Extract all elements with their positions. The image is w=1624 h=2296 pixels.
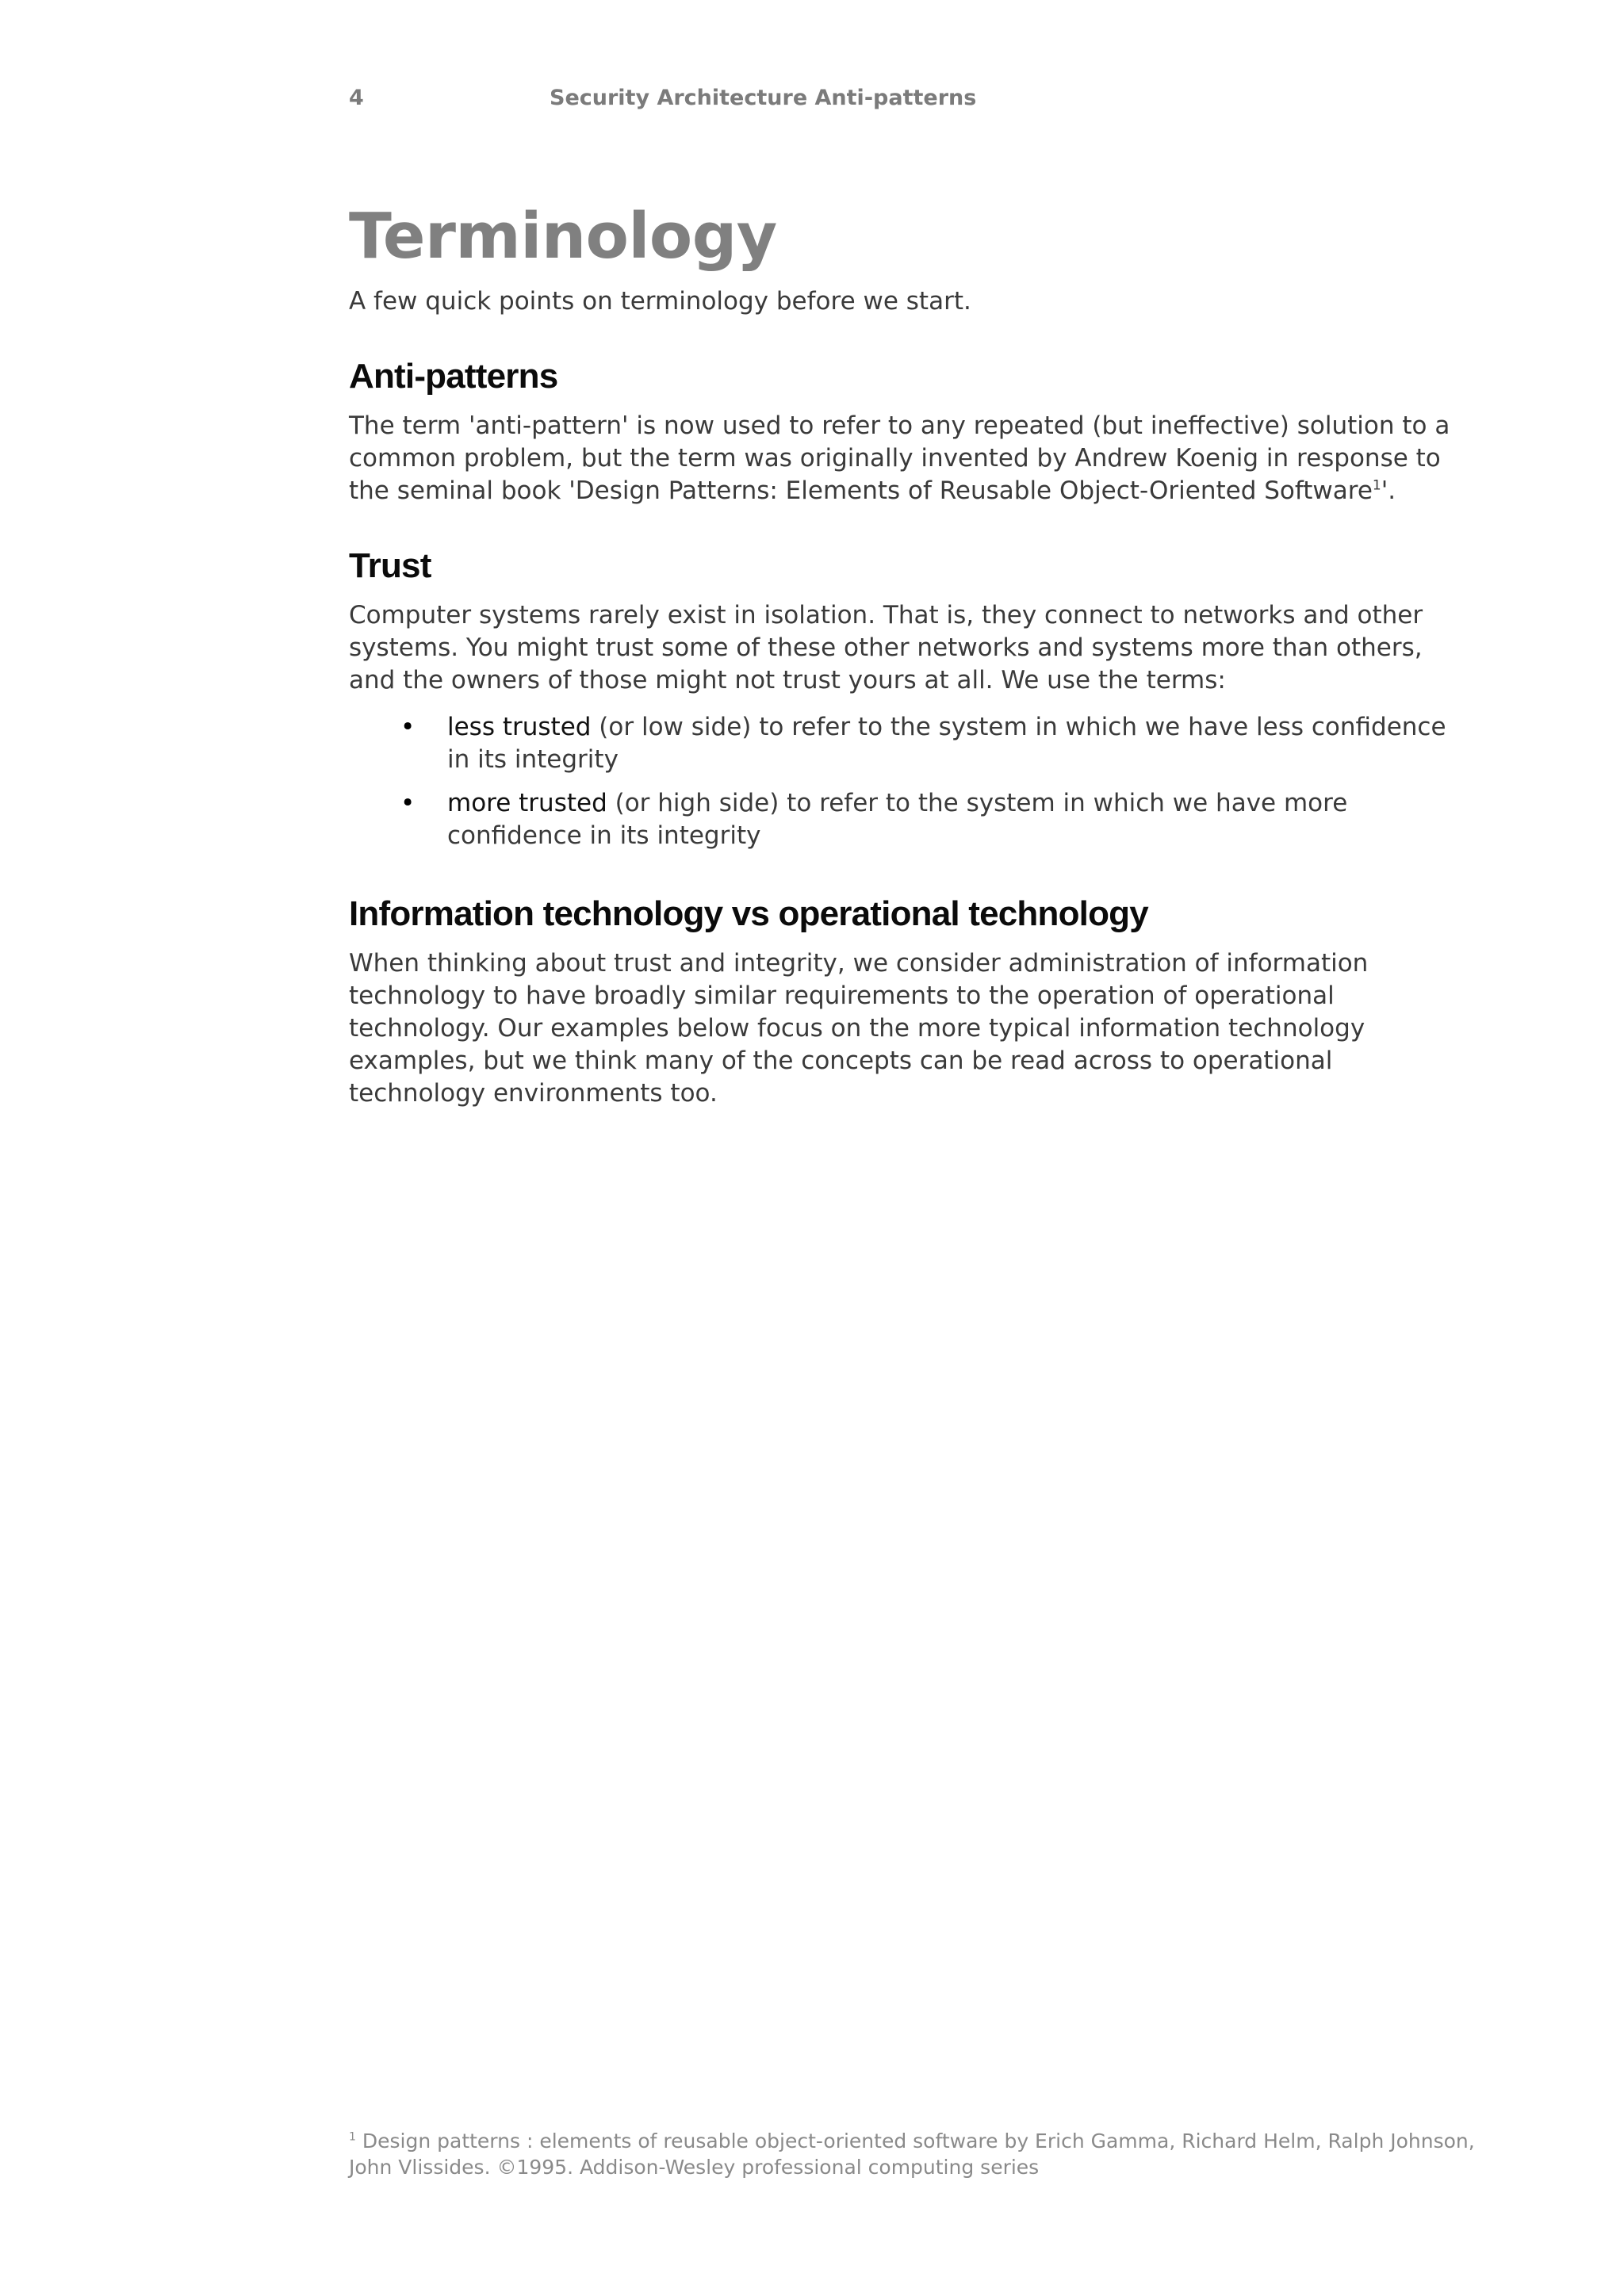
anti-patterns-text: The term 'anti-pattern' is now used to refer to any repeated (but ineffective) solution to a common problem, but the term was originally invented by Andrew Koenig in response to the seminal book 'Design Patterns: Elements of Reusable Object-Oriented Software [349,411,1450,505]
anti-patterns-text-end: '. [1381,476,1396,505]
section-heading-trust: Trust [349,546,431,585]
footnote-marker: 1 [349,2130,356,2144]
trust-paragraph: Computer systems rarely exist in isolation. That is, they connect to networks and other systems. You might trust some of these other networks and systems more than others, and the owners of those might not trust yours at all. We use the terms: [349,601,1423,695]
term-more-trusted: more trusted [447,789,607,817]
list-item [349,711,1475,776]
bullet-icon: • [400,713,416,741]
section-heading-it-vs-ot: Information technology vs operational technology [349,894,1148,933]
bullet-icon: • [400,789,416,817]
main-content [349,197,1475,1110]
footnote-text: Design patterns : elements of reusable object-oriented software by Erich Gamma, Richard Helm, Ralph Johnson, John Vlissides. ©1995. Addison-Wesley professional computing series [349,2130,1475,2179]
running-header [349,86,1475,117]
chapter-title: Terminology [349,200,777,273]
footnote [349,2128,1475,2180]
it-vs-ot-paragraph: When thinking about trust and integrity, we consider administration of information technology to have broadly similar requirements to the operation of operational technology. Our examples below focus on the more typical information technology examples, but we think many of the concepts can be read across to operational technology environments too. [349,949,1369,1108]
term-description: (or high side) to refer to the system in which we have more confidence in its integrity [447,789,1348,850]
list-item [349,787,1475,852]
term-description: (or low side) to refer to the system in which we have less confidence in its integrity [447,713,1446,774]
chapter-intro: A few quick points on terminology before we start. [349,287,971,316]
running-title: Security Architecture Anti-patterns [550,86,977,110]
anti-patterns-paragraph [349,410,1475,507]
trust-terms-list [349,711,1475,852]
footnote-reference: 1 [1372,477,1381,494]
section-heading-anti-patterns: Anti-patterns [349,357,558,396]
page-number: 4 [349,86,364,110]
term-less-trusted: less trusted [447,713,592,741]
